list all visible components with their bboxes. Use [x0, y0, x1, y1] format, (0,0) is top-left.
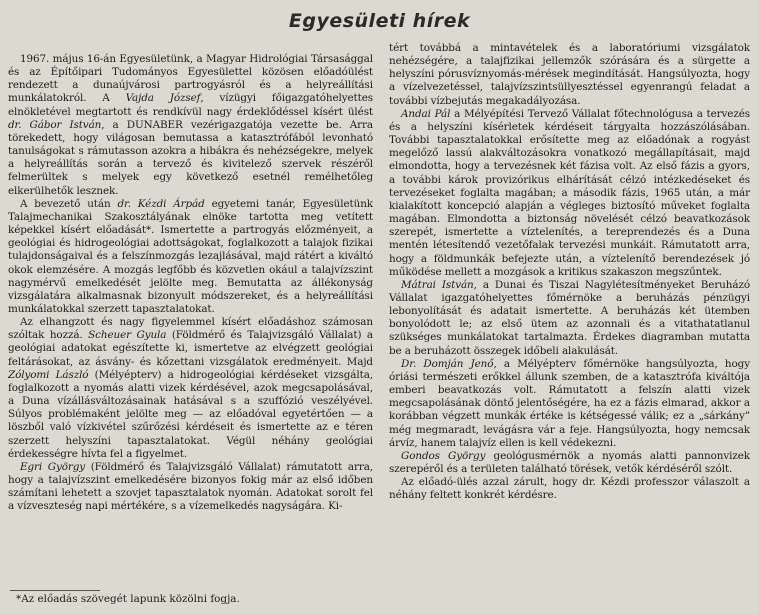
- person-name: Zólyomi László: [8, 368, 89, 381]
- person-name: Egri György: [20, 460, 86, 473]
- paragraph-text: (Földmérő és Talajvizsgáló Vállalat) a geológiai adatokat egészítette ki, ismertetve az elvégzett geológiai feltárásokat, az ásvány- és kőzettani vizsgálatok eredményeit. Majd: [8, 329, 373, 368]
- person-name: Mátrai István: [401, 278, 474, 291]
- person-name: dr. Gábor István: [8, 118, 102, 131]
- paragraph-text: a Mélyépítési Tervező Vállalat főtechnológusa a tervezés és a helyszíni kísérletek kérdéseit tárgyalta hozzászólásában. További tapasztalatokkal erősítette meg az előadónak a rogyást megelőző lassú alakváltozásokra vonatkozó megállapításait, majd elmondotta, hogy a tervezésnek két fázisa volt. Az első fázis a gyors, a további károk provizórikus elhárítását célzó intézkedéseket és tervezéseket foglalta magában; a második fázis, 1965 után, a már kialakított koncepció alapján a végleges biztosító műveket foglalta magában. Elmondotta a biztonság növelését célzó beavatkozások szerepét, ismertette a víztelenítés, a tereprendezés és a Duna mentén létesítendő vezetőfalak tervezési munkáit. Rámutatott arra, hogy a földmunkák befejezte után, a víztelenítő berendezések jó működése mellett a mozgások a kritikus szakaszon megszűntek.: [389, 107, 751, 278]
- footnote: *Az előadás szövegét lapunk közölni fogja.: [16, 593, 240, 605]
- paragraph-text: (Mélyépterv) a hidrogeológiai kérdéseket vizsgálta, foglalkozott a nyomás alatti vizek kérdésével, azok megcsapolásával, a Duna vízállásváltozásainak hatásával s a szuffózió veszélyével. Súlyos problémaként jelölte meg — az előadóval egyetértően — a löszből való vízkivétel szűrőzési kérdéseit és ismertette az e téren szerzett helyszíni tapasztalatokat. Végül néhány geológiai érdekességre hívta fel a figyelmet.: [8, 368, 373, 460]
- paragraph-text: geológusmérnök a nyomás alatti pannonvizek szerepéről és a területen található törések, vetők kérdéséről szólt.: [389, 449, 751, 475]
- article-paragraph: [389, 42, 750, 108]
- paragraph-text: Az előadó-ülés azzal zárult, hogy dr. Kézdi professzor válaszolt a néhány feltett konkrét kérdésre.: [389, 476, 750, 502]
- paragraph-text: , a DUNABER vezérigazgatója vezette be. Arra törekedett, hogy világosan bemutassa a katasztrófából levonható tanulságokat s rámutasson azokra a hibákra és nehézségekre, melyek a helyreállítás során a tervező és kivitelező szervek részéről felmerültek s melyek egy következő esetnél remélhetőleg elkerülhetők lesznek.: [8, 118, 373, 197]
- paragraph-text: , vízügyi főigazgatóhelyettes elnökletével megtartott és rendkívül nagy érdeklődéssel kísért ülést: [8, 92, 373, 118]
- person-name: Dr. Domján Jenő: [401, 357, 494, 370]
- person-name: Andai Pál: [401, 107, 451, 120]
- article-paragraph: [389, 358, 750, 450]
- footnote-rule: [10, 590, 100, 591]
- paragraph-text: , a Dunai és Tiszai Nagylétesítményeket Beruházó Vállalat igazgatóhelyettes főmérnöke a beruházás pénzügyi lebonyolítását és adatait ismertette. A beruházás két ütemben bonyolódott le; az első ütem az azonnali és a vitathatatlanul szükséges munkálatokat tartalmazta. Érdekes diagramban mutatta be a beruházott összegek időbeli alakulását.: [389, 278, 750, 357]
- person-name: Vajda József: [125, 92, 201, 105]
- paragraph-text: tért továbbá a mintavételek és a laboratóriumi vizsgálatok nehézségére, a talajfizikai jellemzők szórására és a sürgette a helyszíni pórusvíznyomás-mérések megindítását. Hangsúlyozta, hogy a vízelvezetéssel, talajvízszintsüllyesztéssel egyenrangú feladat a további vízbejutás megakadályozása.: [389, 42, 750, 107]
- article-paragraph: [389, 450, 750, 476]
- paragraph-text: egyetemi tanár, Egyesületünk Talajmechanikai Szakosztályának elnöke tartotta meg vetített képekkel kísért előadását*. Ismertette a partrogyás előzményeit, a geológiai és hidrogeológiai adottságokat, foglalkozott a talajok fizikai tulajdonságaival és a felszínmozgás lezajlásával, majd rátért a kiváltó okok elemzésére. A mozgás legfőbb és közvetlen okául a talajvízszint nagymérvű emelkedését jelölte meg. Bemutatta az állékonyság vizsgálatára alkalmasnak bizonyult módszereket, és a helyreállítási munkálatokkal szerzett tapasztalatokat.: [8, 197, 374, 315]
- person-name: Scheuer Gyula: [88, 329, 167, 342]
- article-paragraph: [389, 476, 750, 502]
- person-name: dr. Kézdi Árpád: [117, 197, 205, 210]
- paragraph-text: (Földmérő és Talajvizsgáló Vállalat) rámutatott arra, hogy a talajvízszint emelkedésére bizonyos fokig már az első időben számítani lehetett a szovjet tapasztalatok nyomán. Adatokat sorolt fel a vízveszteség napi mértékére, s a vízemelkedés nagyságára. Ki-: [8, 460, 373, 513]
- article-paragraph: [8, 461, 373, 514]
- paragraph-text: , a Mélyépterv főmérnöke hangsúlyozta, hogy óriási természeti erőkkel állunk szemben, de a katasztrófa kiváltója emberi beavatkozás volt. Rámutatott a felszín alatti vizek megcsapolásának döntő jelentőségére, ha ez a fázis elmarad, akkor a korábban végzett munkák értéke is kétségessé válik; ez a „sárkány” még megmaradt, levágásra vár a feje. Hangsúlyozta, hogy nemcsak árvíz, hanem talajvíz ellen is kell védekezni.: [389, 357, 751, 449]
- article-paragraph: [8, 198, 373, 316]
- article-paragraph: [389, 279, 750, 358]
- page-title: Egyesületi hírek: [288, 10, 471, 32]
- paragraph-text: Az elhangzott és nagy figyelemmel kísért előadáshoz számosan szóltak hozzá.: [8, 316, 373, 342]
- person-name: Gondos György: [401, 449, 486, 462]
- left-column: [8, 53, 373, 513]
- paragraph-text: 1967. május 16-án Egyesületünk, a Magyar Hidrológiai Társasággal és az Építőipari Tudományos Egyesülettel közösen előadóülést rendezett a dunaújvárosi partrogyásról és a helyreállítási munkálatokról. A: [8, 53, 373, 105]
- article-paragraph: [389, 108, 750, 279]
- article-paragraph: [8, 53, 373, 198]
- right-column: [389, 42, 750, 502]
- paragraph-text: A bevezető után: [20, 197, 118, 210]
- article-paragraph: [8, 316, 373, 461]
